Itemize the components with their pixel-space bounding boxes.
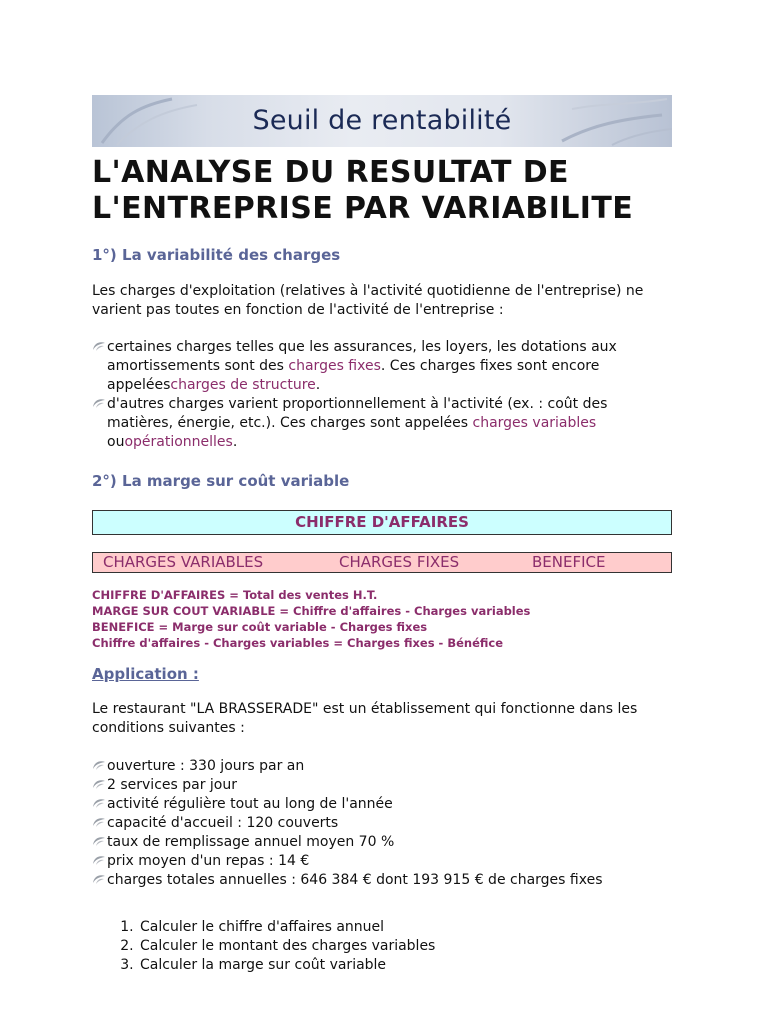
formula-line: MARGE SUR COUT VARIABLE = Chiffre d'affaires - Charges variables	[92, 604, 531, 618]
charges-breakdown-box	[92, 552, 672, 573]
chiffre-affaires-box: CHIFFRE D'AFFAIRES	[92, 510, 672, 535]
charges-list	[92, 338, 672, 452]
swoosh-bullet-icon	[92, 341, 106, 353]
condition-text: taux de remplissage annuel moyen 70 %	[107, 834, 395, 850]
list-item	[92, 395, 672, 452]
formula-line: BENEFICE = Marge sur coût variable - Charges fixes	[92, 620, 428, 634]
swoosh-bullet-icon	[92, 779, 106, 791]
application-heading: Application :	[92, 665, 199, 683]
section-1-intro: Les charges d'exploitation (relatives à l'activité quotidienne de l'entreprise) ne varient pas toutes en fonction de l'activité de l'entreprise :	[92, 283, 644, 318]
list-item	[92, 814, 672, 833]
swoosh-bullet-icon	[92, 855, 106, 867]
list-item	[92, 757, 672, 776]
question-item: 2. Calculer le montant des charges variables	[138, 937, 672, 956]
bullet-text: . Ces charges fixes sont encore appelées	[107, 358, 600, 393]
keyword-charges-variables: charges variables	[472, 415, 597, 431]
page-title-line-2: L'ENTREPRISE PAR VARIABILITE	[92, 191, 634, 226]
section-1-heading: 1°) La variabilité des charges	[92, 246, 341, 264]
formula-line: Chiffre d'affaires - Charges variables = Charges fixes - Bénéfice	[92, 636, 504, 650]
swoosh-bullet-icon	[92, 817, 106, 829]
condition-text: activité régulière tout au long de l'année	[107, 796, 393, 812]
keyword-charges-de-structure: charges de structure	[170, 377, 316, 393]
bullet-text: certaines charges telles que les assurances, les loyers, les dotations aux amortissements sont des	[107, 339, 617, 374]
condition-text: prix moyen d'un repas : 14 €	[107, 853, 310, 869]
list-item	[92, 871, 672, 890]
list-item	[92, 338, 672, 395]
condition-text: charges totales annuelles : 646 384 € dont 193 915 € de charges fixes	[107, 872, 603, 888]
keyword-charges-fixes: charges fixes	[288, 358, 381, 374]
application-intro: Le restaurant "LA BRASSERADE" est un établissement qui fonctionne dans les conditions suivantes :	[92, 701, 638, 736]
swoosh-bullet-icon	[92, 798, 106, 810]
swoosh-bullet-icon	[92, 398, 106, 410]
bullet-text: d'autres charges varient proportionnellement à l'activité (ex. : coût des matières, énergie, etc.). Ces charges sont appelées	[107, 396, 608, 431]
conditions-list	[92, 757, 672, 890]
keyword-operationnelles: opérationnelles	[124, 434, 233, 450]
bullet-text: ou	[107, 434, 125, 450]
charges-variables-label: CHARGES VARIABLES	[103, 553, 264, 571]
banner-title: Seuil de rentabilité	[252, 105, 512, 136]
swoosh-bullet-icon	[92, 760, 106, 772]
list-item	[92, 833, 672, 852]
page-title-line-1: L'ANALYSE DU RESULTAT DE	[92, 155, 569, 190]
formulas	[92, 587, 672, 651]
title-banner	[92, 95, 672, 147]
bullet-text: .	[232, 434, 238, 450]
charges-fixes-label: CHARGES FIXES	[339, 553, 460, 571]
condition-text: 2 services par jour	[107, 777, 238, 793]
bullet-text: .	[315, 377, 321, 393]
formula-line: CHIFFRE D'AFFAIRES = Total des ventes H.T.	[92, 588, 378, 602]
condition-text: ouverture : 330 jours par an	[107, 758, 305, 774]
swoosh-bullet-icon	[92, 836, 106, 848]
swoosh-bullet-icon	[92, 874, 106, 886]
document-page	[92, 95, 672, 975]
list-item	[92, 852, 672, 871]
question-item: 3. Calculer la marge sur coût variable	[138, 956, 672, 975]
section-2-heading: 2°) La marge sur coût variable	[92, 472, 350, 490]
list-item	[92, 795, 672, 814]
questions-list	[92, 918, 672, 975]
list-item	[92, 776, 672, 795]
question-item: 1. Calculer le chiffre d'affaires annuel	[138, 918, 672, 937]
page-title	[92, 155, 672, 227]
condition-text: capacité d'accueil : 120 couverts	[107, 815, 339, 831]
benefice-label: BENEFICE	[532, 553, 606, 571]
